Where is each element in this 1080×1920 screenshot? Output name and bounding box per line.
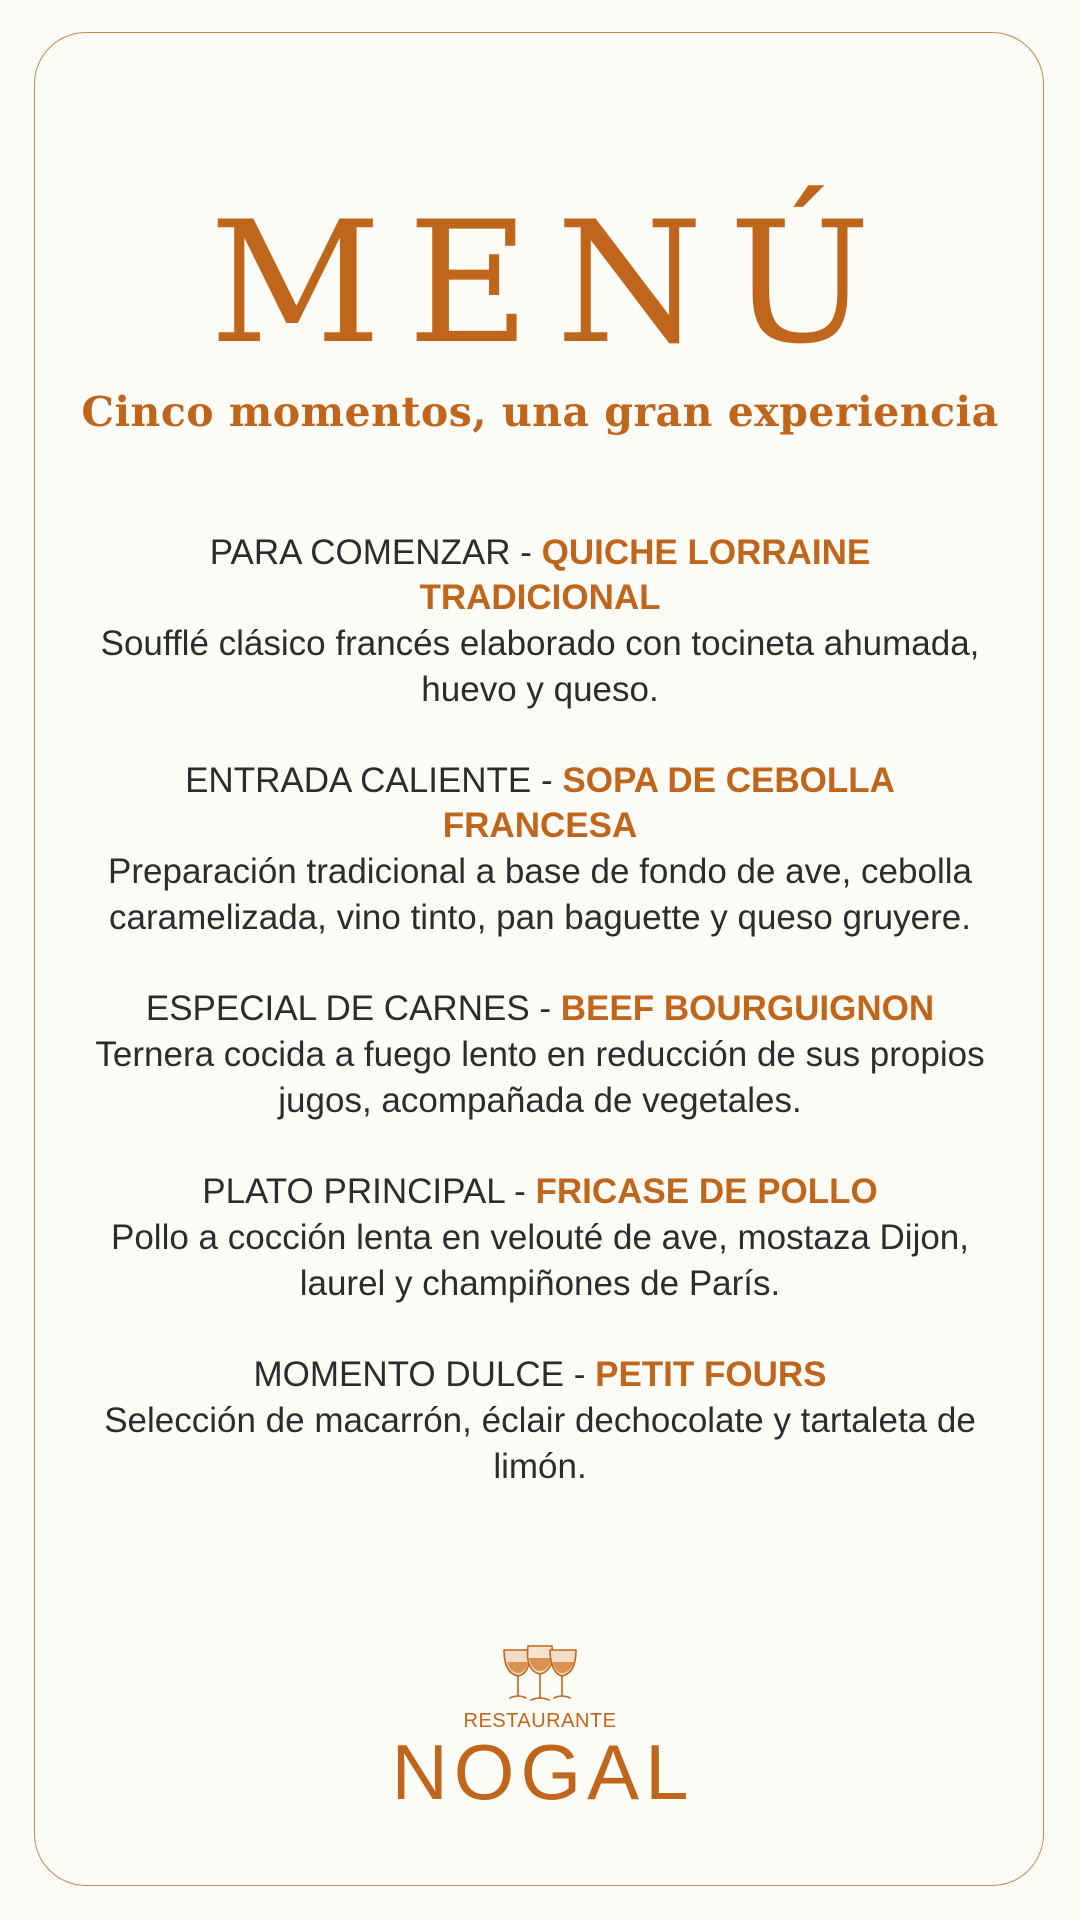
course-category: PARA COMENZAR [209, 533, 511, 572]
course-description: Soufflé clásico francés elaborado con tocineta ahumada, huevo y queso. [100, 624, 980, 709]
course-separator: - [531, 761, 563, 800]
course-separator: - [529, 989, 561, 1028]
menu-subtitle: Cinco momentos, una gran experiencia [81, 388, 999, 436]
course-dish: QUICHE LORRAINE TRADICIONAL [419, 533, 871, 617]
course-separator: - [563, 1355, 596, 1394]
course-heading [90, 530, 990, 620]
menu-title: MENÚ [209, 185, 897, 381]
course-dish: SOPA DE CEBOLLA FRANCESA [442, 761, 895, 845]
logo-restaurante-label: RESTAURANTE [463, 1710, 617, 1732]
restaurant-logo [0, 1640, 1080, 1816]
course-dish: FRICASE DE POLLO [535, 1172, 878, 1211]
course-heading [90, 758, 990, 848]
course-heading [90, 986, 990, 1031]
course-dish: BEEF BOURGUIGNON [560, 989, 935, 1028]
course-list [90, 530, 990, 1535]
course-category: ENTRADA CALIENTE [185, 761, 532, 800]
course-item-momento-dulce [90, 1352, 990, 1489]
logo-restaurant-name: NOGAL [391, 1728, 695, 1816]
course-item-plato-principal [90, 1169, 990, 1306]
course-description: Ternera cocida a fuego lento en reducción de sus propios jugos, acompañada de vegetales. [95, 1035, 985, 1120]
course-item-entrada-caliente [90, 758, 990, 940]
course-description: Selección de macarrón, éclair dechocolate y tartaleta de limón. [104, 1401, 976, 1486]
course-item-para-comenzar [90, 530, 990, 712]
course-description: Pollo a cocción lenta en velouté de ave, mostaza Dijon, laurel y champiñones de París. [110, 1218, 969, 1303]
wine-glasses-icon [498, 1640, 582, 1708]
course-separator: - [504, 1172, 536, 1211]
course-dish: PETIT FOURS [595, 1355, 827, 1394]
course-heading [90, 1352, 990, 1397]
course-separator: - [510, 533, 542, 572]
course-description: Preparación tradicional a base de fondo de ave, cebolla caramelizada, vino tinto, pan baguette y queso gruyere. [108, 852, 972, 937]
course-category: ESPECIAL DE CARNES [145, 989, 530, 1028]
course-category: PLATO PRINCIPAL [202, 1172, 505, 1211]
course-heading [90, 1169, 990, 1214]
course-item-especial-de-carnes [90, 986, 990, 1123]
course-category: MOMENTO DULCE [253, 1355, 564, 1394]
